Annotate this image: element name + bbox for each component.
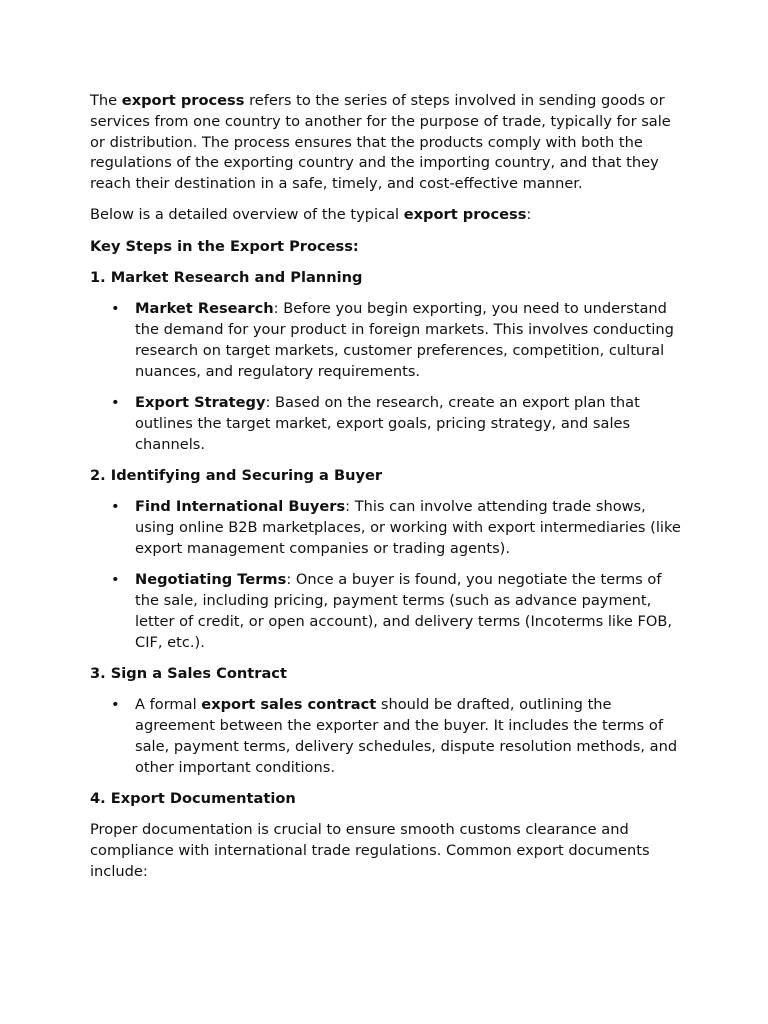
list-item-text: : Before you begin exporting, you need to understand the demand for your product in foreign markets. This involves conducting research on target markets, customer preferences, competition, cultural nuances, and regulatory requirements. (135, 300, 674, 380)
bullet-icon: • (111, 300, 120, 318)
list-item-term: export sales contract (201, 696, 377, 714)
list-item (90, 393, 682, 455)
overview-paragraph (90, 205, 682, 226)
list-item-text: : Once a buyer is found, you negotiate the terms of the sale, including pricing, payment terms (such as advance payment, letter of credit, or open account), and delivery terms (Incoterms like FOB, CIF, etc.). (135, 571, 673, 651)
list-item (90, 695, 682, 778)
key-steps-heading: Key Steps in the Export Process: (90, 237, 359, 255)
list-item (90, 497, 682, 559)
intro-bold-term: export process (121, 92, 245, 109)
list-item-term: Market Research (135, 300, 274, 318)
intro-text-2: refers to the series of steps involved in sending goods or services from one country to another for the purpose of trade, typically for sale or distribution. The process ensures that the products comply with both the regulations of the exporting country and the importing country, and that they reach their destination in a safe, timely, and cost-effective manner. (90, 92, 671, 193)
list-item-term: Export Strategy (135, 394, 266, 412)
list-item-text: : This can involve attending trade shows, using online B2B marketplaces, or working with export intermediaries (like export management companies or trading agents). (135, 498, 681, 557)
section-heading-market-research: 1. Market Research and Planning (90, 269, 363, 287)
bullet-icon: • (111, 394, 120, 412)
documentation-paragraph: Proper documentation is crucial to ensure smooth customs clearance and compliance with international trade regulations. Common export documents include: (90, 821, 650, 880)
intro-text-1: The (90, 92, 122, 109)
list-item-text: should be drafted, outlining the agreement between the exporter and the buyer. It includes the terms of sale, payment terms, delivery schedules, dispute resolution methods, and other important conditions. (135, 696, 678, 776)
bullet-icon: • (111, 498, 120, 516)
bullet-icon: • (111, 571, 120, 589)
list-item-text: : Based on the research, create an export plan that outlines the target market, export goals, pricing strategy, and sales channels. (135, 394, 640, 453)
section-3-list (90, 695, 682, 778)
document-page (90, 91, 682, 893)
section-heading-buyer: 2. Identifying and Securing a Buyer (90, 466, 383, 484)
section-heading-sales-contract: 3. Sign a Sales Contract (90, 664, 287, 682)
list-item (90, 570, 682, 653)
section-1-list (90, 299, 682, 455)
overview-text-1: Below is a detailed overview of the typical (90, 206, 404, 224)
intro-paragraph (90, 91, 682, 195)
list-item-prefix: A formal (135, 696, 202, 714)
section-heading-documentation: 4. Export Documentation (90, 789, 296, 807)
section-2-list (90, 497, 682, 653)
list-item-term: Negotiating Terms (135, 571, 287, 589)
list-item (90, 299, 682, 382)
overview-bold-term: export process (403, 206, 527, 224)
overview-text-2: : (526, 206, 532, 224)
bullet-icon: • (111, 696, 120, 714)
list-item-term: Find International Buyers (135, 498, 346, 516)
